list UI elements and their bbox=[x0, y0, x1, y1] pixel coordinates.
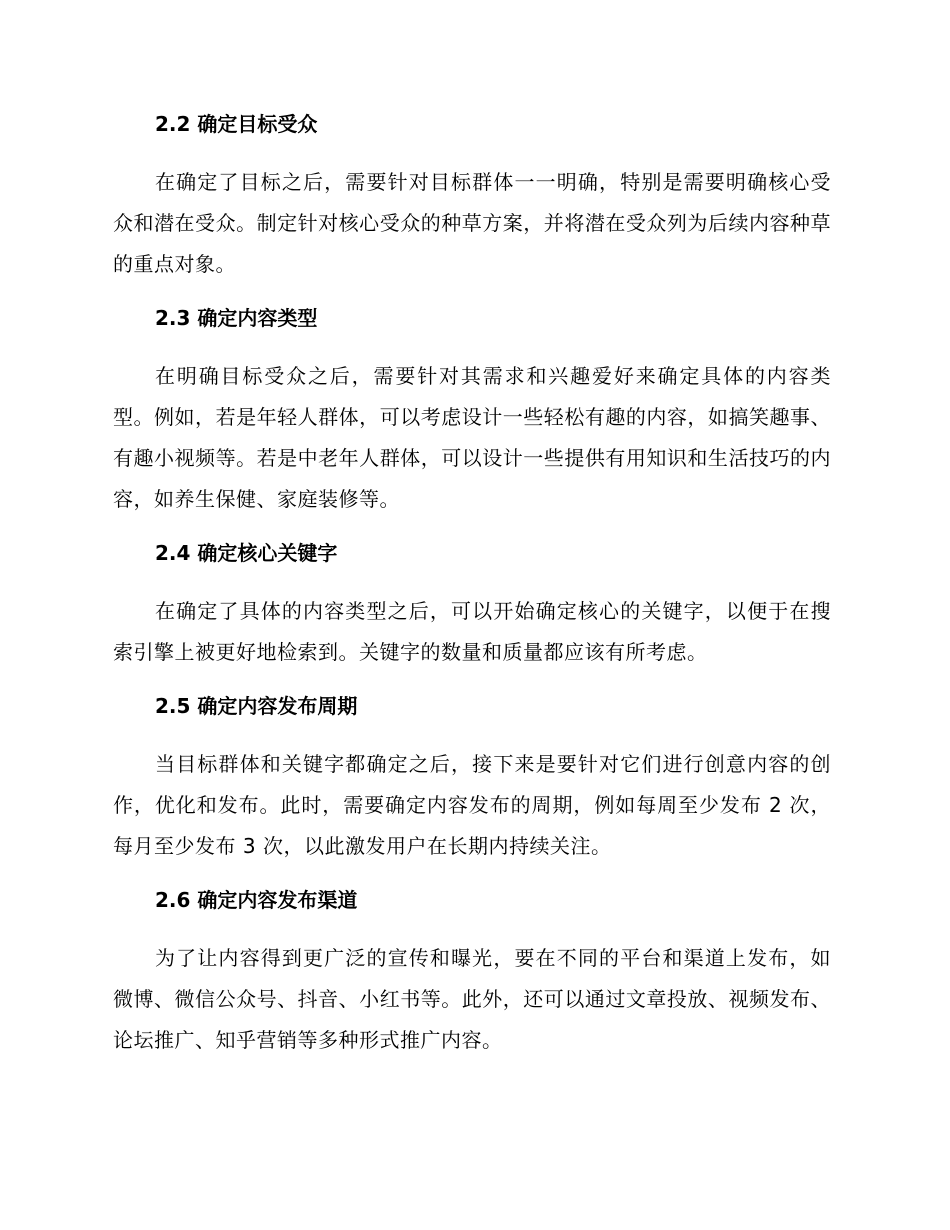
document-body bbox=[113, 110, 831, 1080]
section-paragraph: 在明确目标受众之后，需要针对其需求和兴趣爱好来确定具体的内容类型。例如，若是年轻人群体，可以考虑设计一些轻松有趣的内容，如搞笑趣事、有趣小视频等。若是中老年人群体，可以设计一些提供有用知识和生活技巧的内容，如养生保健、家庭装修等。 bbox=[113, 364, 831, 511]
section-paragraph: 为了让内容得到更广泛的宣传和曝光，要在不同的平台和渠道上发布，如微博、微信公众号、抖音、小红书等。此外，还可以通过文章投放、视频发布、论坛推广、知乎营销等多种形式推广内容。 bbox=[113, 946, 831, 1052]
section-core-keywords bbox=[113, 539, 831, 673]
section-heading: 2.6 确定内容发布渠道 bbox=[155, 888, 358, 912]
section-heading: 2.3 确定内容类型 bbox=[155, 306, 318, 330]
section-publish-channels bbox=[113, 886, 831, 1061]
section-paragraph: 在确定了具体的内容类型之后，可以开始确定核心的关键字，以便于在搜索引擎上被更好地检索到。关键字的数量和质量都应该有所考虑。 bbox=[113, 599, 831, 664]
section-heading: 2.2 确定目标受众 bbox=[155, 112, 318, 136]
section-paragraph: 在确定了目标之后，需要针对目标群体一一明确，特别是需要明确核心受众和潜在受众。制定针对核心受众的种草方案，并将潜在受众列为后续内容种草的重点对象。 bbox=[113, 170, 831, 276]
section-heading: 2.5 确定内容发布周期 bbox=[155, 694, 358, 718]
section-heading: 2.4 确定核心关键字 bbox=[155, 541, 338, 565]
section-target-audience bbox=[113, 110, 831, 285]
section-content-type bbox=[113, 304, 831, 520]
section-paragraph: 当目标群体和关键字都确定之后，接下来是要针对它们进行创意内容的创作，优化和发布。此时，需要确定内容发布的周期，例如每周至少发布 2 次，每月至少发布 3 次，以此激发用户在长期内持续关注。 bbox=[113, 752, 831, 858]
section-publish-cycle bbox=[113, 692, 831, 867]
